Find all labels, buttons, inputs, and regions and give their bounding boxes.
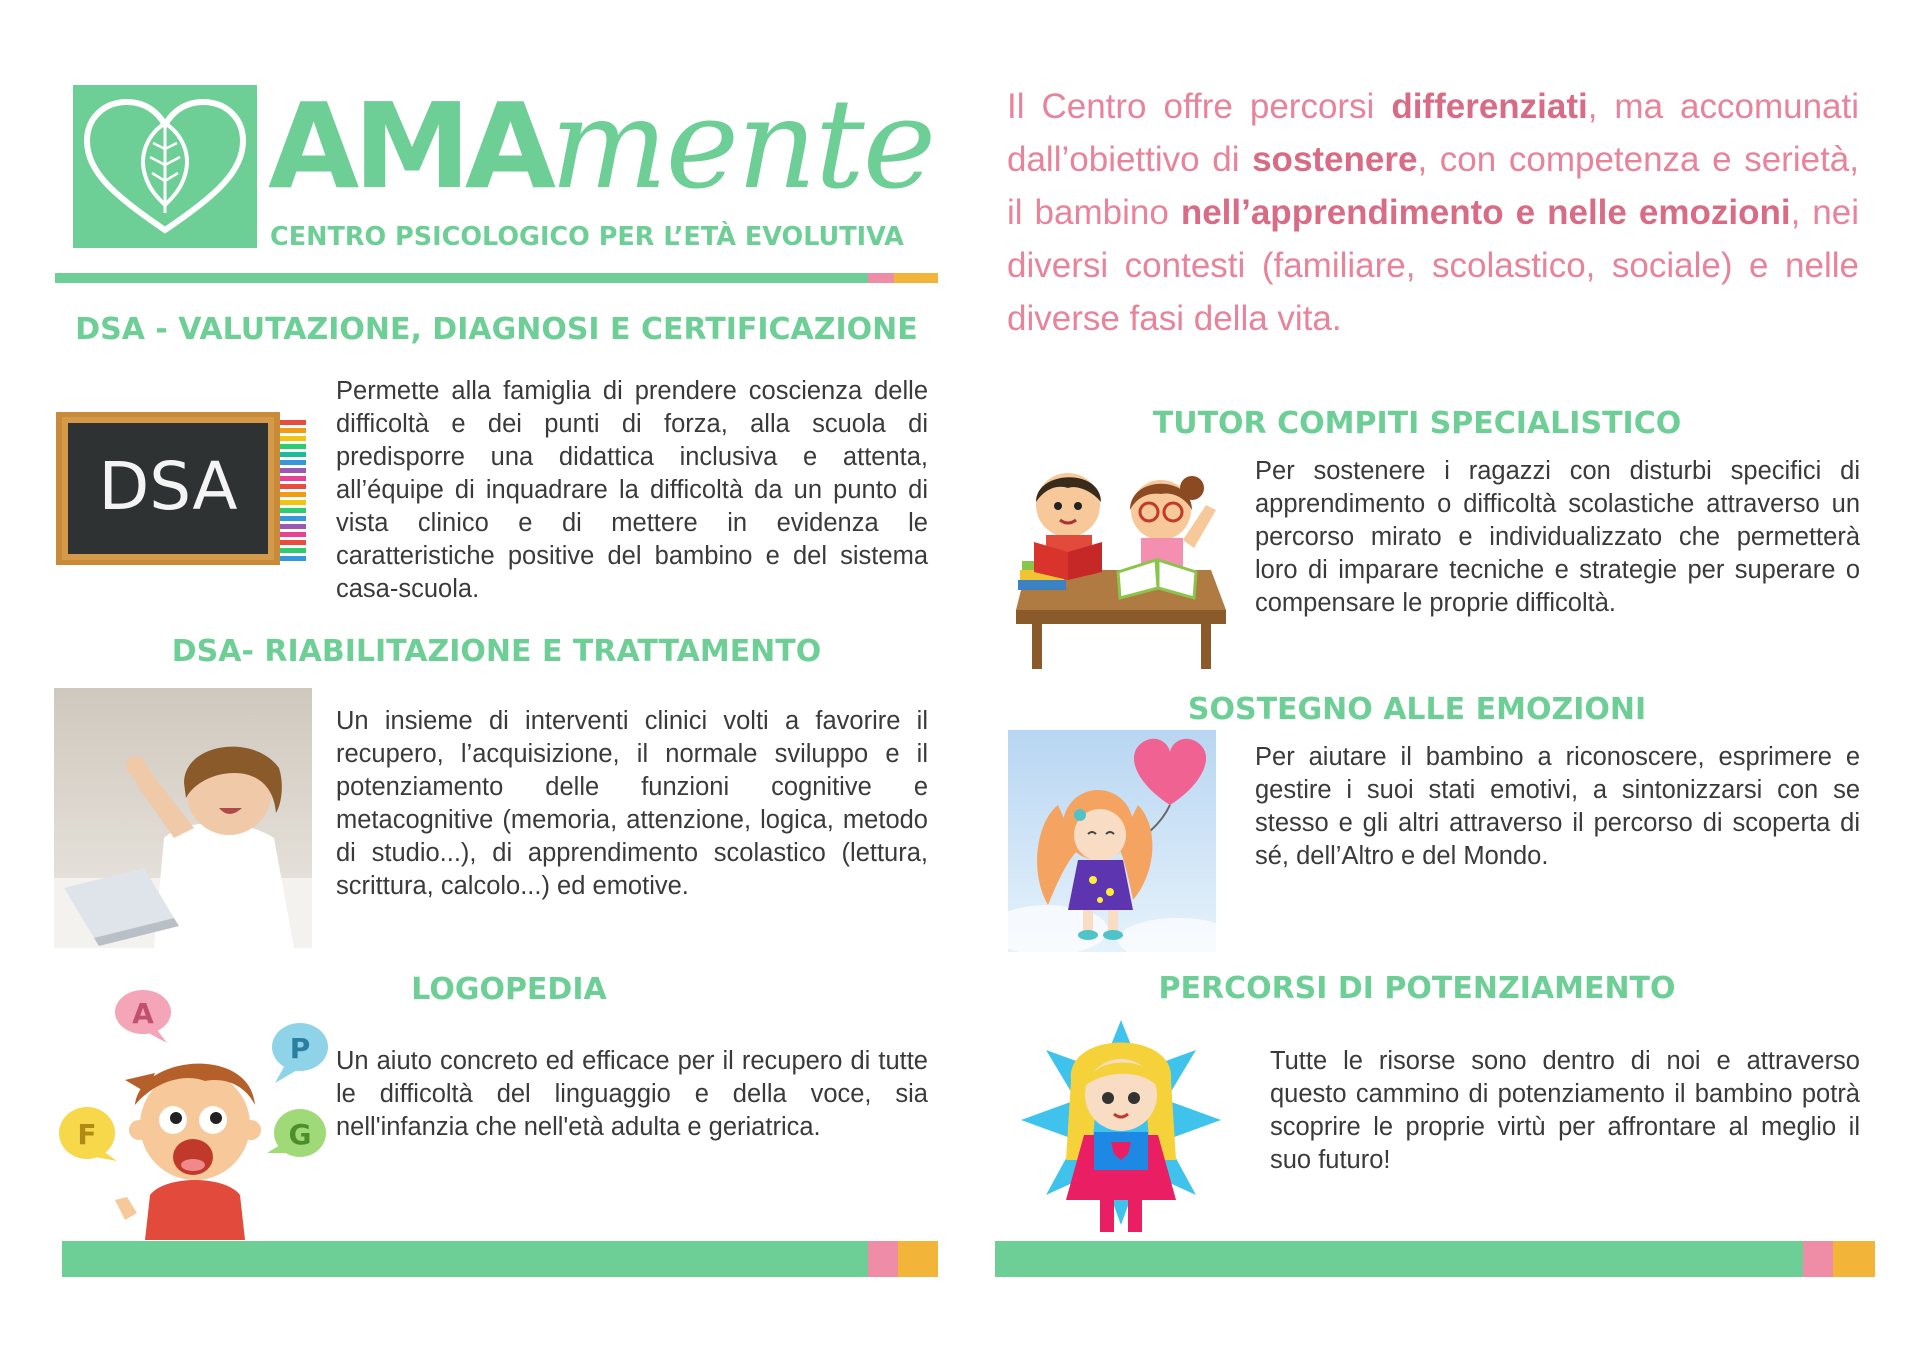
section-text-dsa-valutazione: Permette alla famiglia di prendere coscienza delle difficoltà e dei punti di forza, alla scuola di predisporre una didattica inclusiva e attenta, all’équipe di inquadrare la difficoltà da un punto di vista clinico e di mettere in evidenza le caratteristiche positive del bambino e del sistema casa-scuola. xyxy=(336,377,928,603)
speech-bubble-g-icon xyxy=(267,1109,326,1157)
supergirl-illustration xyxy=(1016,1010,1226,1240)
section-text-emozioni: Per aiutare il bambino a riconoscere, esprimere e gestire i suoi stati emotivi, a sintonizzarsi con se stesso e gli altri attraverso il percorso di scoperta di sé, dell’Altro e del Mondo. xyxy=(1255,743,1860,870)
intro-bold-1: differenziati xyxy=(1391,87,1588,126)
logo-subtitle: CENTRO PSICOLOGICO PER L’ETÀ EVOLUTIVA xyxy=(270,222,904,252)
section-text-tutor: Per sostenere i ragazzi con disturbi specifici di apprendimento o difficoltà scolastiche attraverso un percorso mirato e individualizzato che permetterà loro di imparare tecniche e strategie per superare o compensare le proprie difficoltà. xyxy=(1255,457,1860,617)
logo-ama: AMA xyxy=(268,77,551,215)
section-title-tutor: TUTOR COMPITI SPECIALISTICO xyxy=(1152,406,1682,441)
section-text-potenziamento: Tutte le risorse sono dentro di noi e attraverso questo cammino di potenziamento il bambino potrà scoprire le proprie virtù per affrontare al meglio il suo futuro! xyxy=(1270,1047,1860,1174)
svg-text:P: P xyxy=(289,1032,311,1065)
logo-wordmark xyxy=(268,73,935,217)
section-text-dsa-riabilitazione: Un insieme di interventi clinici volti a favorire il recupero, l’acquisizione, il normale sviluppo e il potenziamento delle funzioni cognitive e metacognitive (memoria, attenzione, logica, metodo di studio...), di apprendimento scolastico (lettura, scrittura, calcolo...) ed emotive. xyxy=(336,707,928,900)
svg-text:G: G xyxy=(288,1118,312,1151)
girl-heart-balloon-illustration xyxy=(1008,730,1216,952)
speech-bubble-f-icon xyxy=(59,1107,117,1161)
section-title-emozioni: SOSTEGNO ALLE EMOZIONI xyxy=(1187,692,1647,727)
section-title-potenziamento: PERCORSI DI POTENZIAMENTO xyxy=(1158,971,1676,1006)
speech-bubble-a-icon xyxy=(115,990,171,1043)
chalkboard-image xyxy=(56,412,306,565)
section-text-logopedia: Un aiuto concreto ed efficace per il recupero di tutte le difficoltà del linguaggio e della voce, sia nell'infanzia che nell'età adulta e geriatrica. xyxy=(336,1047,928,1141)
section-title-dsa-valutazione: DSA - VALUTAZIONE, DIAGNOSI E CERTIFICAZIONE xyxy=(75,312,918,347)
logo-mark xyxy=(73,85,257,248)
chalkboard-label: DSA xyxy=(98,448,238,525)
logo-mente: mente xyxy=(550,73,935,217)
section-title-dsa-riabilitazione: DSA- RIABILITAZIONE E TRATTAMENTO xyxy=(171,634,822,669)
child-laptop-photo xyxy=(54,688,312,948)
svg-text:F: F xyxy=(77,1118,97,1151)
speech-bubble-p-icon xyxy=(272,1023,328,1083)
intro-bold-2: sostenere xyxy=(1252,140,1418,179)
section-title-logopedia: LOGOPEDIA xyxy=(411,972,607,1007)
boy-letters-illustration xyxy=(55,985,337,1240)
heart-leaf-icon xyxy=(73,85,257,248)
intro-bold-3: nell’apprendimento e nelle emozioni xyxy=(1180,193,1791,232)
intro-text: Il Centro offre percorsi differenziati, ma accomunati dall’obiettivo di sostenere, con competenza e serietà, il bambino nell’apprendimento e nelle emozioni, nei diversi contesti (familiare, scolastico, sociale) e nelle diverse fasi della vita. xyxy=(1007,87,1859,338)
kids-reading-illustration xyxy=(1006,460,1234,672)
svg-text:A: A xyxy=(132,997,154,1030)
